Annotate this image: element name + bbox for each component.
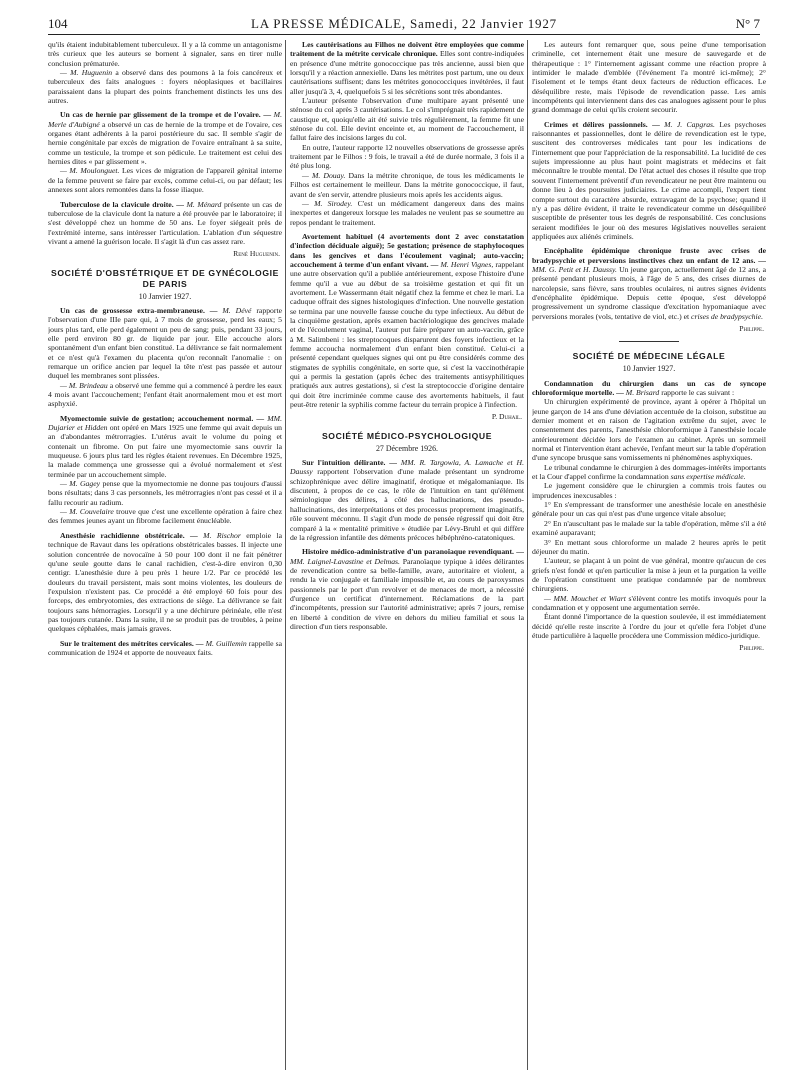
page-number: 104 — [48, 16, 68, 31]
paragraph: Les auteurs font remarquer que, sous peine d'une temporisation criminelle, cet internement était une mesure de sauvegarde et de thérapeutique : 1° l'internement agissant comme une réaction propre à intimider le malade d'emblée (l'événement l'a montré ici-même); 2° l'isolement et le temps étant deux facteurs de réduction efficaces. Le déséquilibre reste, mais l'épisode de revendication passe. Les amis incompétents qui interviennent dans des cas analogues agissent pour le plus grand dommage de celui qu'ils croient secourir. — [532, 40, 766, 115]
article-title: Histoire médico-administrative d'un paranoïaque revendiquant. — — [302, 547, 524, 557]
page-header — [48, 14, 760, 35]
list-item: 1° En s'empressant de transformer une anesthésie locale en anesthésie générale pour un cas qui n'est pas d'une urgence vitale absolue; — [532, 500, 766, 519]
article: Tuberculose de la clavicule droite. — M. Ménard présente un cas de tuberculose de la clavicule dont la nature a été prouvée par le laboratoire; il s'est développé chez un homme de 50 ans. Le foyer siégeait près de l'extrémité interne, sans intéresser l'articulation. L'ablation d'un séquestre vivant a amené la guérison locale. Il s'agit là d'un cas assez rare. — [48, 199, 282, 246]
author-name: M. Merle d'Aubigné — [48, 110, 282, 129]
paragraph: Le jugement considère que le chirurgien a commis trois fautes ou imprudences inexcusables : — [532, 481, 766, 500]
signature: René Huguenin. — [233, 249, 280, 259]
author-name: — M. Huguenin — [60, 68, 113, 78]
paragraph: Le tribunal condamne le chirurgien à des dommages-intérêts importants et la Cour d'appel confirme la condamnation sans expertise médicale. — [532, 462, 766, 482]
paragraph: — MM. Mouchet et Wiart s'élèvent contre les motifs invoqués pour la condamnation et y opposent une argumentation serrée. — [532, 593, 766, 612]
author-name: MM. R. Targowla, A. Lamache et H. Daussy — [290, 458, 524, 477]
article: Encéphalite épidémique chronique fruste avec crises de bradypsychie et perversions instinctives chez un enfant de 12 ans. — MM. G. Petit et H. Daussy. Un jeune garçon, actuellement âgé de 12 ans, a présenté pendant plusieurs mois, à l'âge de 5 ans, des crises diurnes de narcolepsie, sans fièvre, sans troubles oculaires, ni autres signes évidents d'encéphalite épidémique. Depuis cette époque, s'est développé progressivement un syndrome classique d'excitation hypomaniaque avec perversions morales (vols, tentative de viol, etc.) et crises de bradypsychie. — [532, 246, 766, 321]
paragraph: — M. Moulonguet. Les vices de migration de l'appareil génital interne de la femme peuvent se faire par excès, comme celui-ci, ou par défaut; les annexes sont alors remontées dans la fosse iliaque. — [48, 166, 282, 195]
paragraph: — M. Sirodey. C'est un médicament dangereux dans des mains inexpertes et dangereux lorsque les malades ne veulent pas se soumettre au repos pendant le traitement. — [290, 198, 524, 227]
author-name: M. Dévé — [222, 305, 252, 315]
issue-number: N° 7 — [735, 16, 760, 31]
author-name: — M. Douay. — [302, 170, 346, 180]
author-name: — M. Moulonguet. — [60, 166, 120, 176]
section-date: 10 Janvier 1927. — [138, 291, 192, 301]
article: Crimes et délires passionnels. — M. J. Capgras. Les psychoses raisonnantes et passionnelles, dont le délire de revendication est le type, suscitent des controverses médicales tant pour les indications de l'internement que pour l'appréciation de la responsabilité. La lucidité de ces sujets impressionne au plus haut point magistrats et médecins et fait méconnaître le trouble mental. De l'état actuel des choses il résulte que trop souvent l'internement préventif d'un revendicateur ne peut être maintenu ou donne lieu à des poursuites judiciaires. Le crime accompli, l'expert tient compte surtout du caractère absurde, extravagant de la psychose; quand il n'y a pas délire évident, il traite le revendicateur comme un déséquilibré susceptible de présenter tous les degrés de responsabilité. Ces conclusions seraient modifiées le jour où des mesures législatives nouvelles seraient appliquées aux aliénés criminels. — [532, 119, 766, 241]
section-date: 10 Janvier 1927. — [622, 364, 676, 374]
author-name: — M. Couvelaire — [60, 507, 114, 517]
article-title: Encéphalite épidémique chronique fruste avec crises de bradypsychie et perversions instinctives chez un enfant de 12 ans. — — [532, 246, 766, 265]
article-title: Condamnation du chirurgien dans un cas de syncope chloroformique mortelle. — — [532, 378, 766, 397]
author-name: MM. G. Petit et H. Daussy. — [532, 264, 617, 274]
column-2 — [290, 40, 524, 1074]
author-name: — M. Brindeau — [60, 380, 108, 390]
article: Avortement habituel (4 avortements dont 2 avec constatation d'infection déciduale aiguë); 5e gestation; présence de staphylocoques dans les gencives et dans l'écoulement vaginal; auto-vaccin; accouchement à terme d'un enfant vivant. — M. Henri Vignes, rappelant une autre observation qu'il a publiée antérieurement, expose l'histoire d'une femme qu'il a vue au début de sa troisième gestation et qui fit un avortement. Le Wassermann était négatif chez la femme et chez le mari. La caduque offrait des signes histologiques d'infection. Une nouvelle gestation se termina par une nouvelle fausse couche du type infectieux. Au début de la cinquième gestation, après examen bactériologique des gencives malade et de l'écoulement vaginal, l'auteur put faire préparer un auto-vaccin, grâce à M. Salimbeni : les streptocoques disparurent des foyers infectieux et la femme accoucha normalement d'un enfant bien constitué. Celui-ci a présenté cependant quelques signes qui ont pu être considérés comme des stigmates de syphilis congénitale, en sorte que, si c'est la vaccinothérapie qui a permis la gestation (après échec des traitements antisyphilitiques pratiqués aux autres gestations), si c'est la streptococcie d'origine dentaire qui doit être incriminée comme cause des avortements habituels, il faut peut-être retenir la syphilis comme facteur du terrain propice à l'infection. — [290, 231, 524, 410]
author-name: M. Ménard — [186, 199, 222, 209]
author-name: — MM. Mouchet et Wiart — [544, 593, 626, 603]
paragraph: — M. Huguenin a observé dans des poumons à la fois cancéreux et tuberculeux des faits analogues : foyers néoplasiques et bacillaires paraissaient dans la plupart des points franchement distincts les uns des autres. — [48, 68, 282, 106]
article-title: Tuberculose de la clavicule droite. — — [60, 199, 187, 209]
author-name: M. Henri Vignes, — [440, 259, 494, 269]
author-name: MM. Dujarier et Hidden — [48, 413, 282, 433]
separator-rule — [619, 341, 679, 342]
author-name: M. J. Capgras. — [664, 119, 715, 129]
column-3 — [532, 40, 766, 1074]
author-name: — M. Sirodey. — [302, 198, 353, 208]
article: Anesthésie rachidienne obstétricale. — M. Rischor emploie la technique de Ravaut dans les opérations obstétricales basses. Il injecte une solution concentrée de novocaïne à 50 pour 100 dont il ne fait pénétrer qu'une seule goutte dans le canal rachidien, c'est-à-dire environ 0,30 centigr. L'anesthésie dure à peu près 1 heure 1/2. Par ce procédé les douleurs du travail persistent, mais sont moins violentes, les douleurs de l'expulsion n'existent pas. Ce procédé a été employé 60 fois pour des forceps, des embryotomies, des extractions de siège. La délivrance se fait toujours sans hémorragies. Lorsqu'il y a une déchirure périnéale, elle n'est pas toujours cutanée. Dans la suite, il ne se produit pas de troubles, à peine quelques céphalées, mais jamais graves. — [48, 530, 282, 634]
article: Sur l'intuition délirante. — MM. R. Targowla, A. Lamache et H. Daussy rapportent l'observation d'une malade présentant un syndrome schizophrénique avec délire imaginatif, érotique et mégalomaniaque. Ils discutent, à propos de ce cas, le rôle de l'intuition en tant qu'élément sémiologique des délires, à côté des hallucinations, des pseudo-hallucinations, des interprétations et des processus proprement imaginatifs, rôle souvent méconnu. Il s'agit d'un mode de pensée régressif qui doit être comparé à la « mentalité primitive » étudiée par Lévy-Bruhl et qui diffère de la régression infantile des déments précoces hébéphréno-catatoniques. — [290, 458, 524, 542]
journal-title: LA PRESSE MÉDICALE, Samedi, 22 Janvier 1927 — [251, 16, 557, 31]
article-title: Un cas de hernie par glissement de la trompe et de l'ovaire. — — [60, 110, 274, 120]
article: Un cas de grossesse extra-membraneuse. — M. Dévé rapporte l'observation d'une IIIe pare qui, à 7 mois de grossesse, perd les eaux; 5 jours plus tard, elle perd également un peu de sang; puis, pendant 33 jours, elle perd environ 80 gr. de liquide par jour. Elle accouche alors spontanément d'un enfant bien constitué. La délivrance se fait normalement et ce n'est qu'à l'examen du placenta qu'on reconnaît l'anomalie : on remarque un orifice ancien par lequel la tête n'est pas passée et autour duquel les membranes sont plissées. — [48, 305, 282, 381]
paragraph: L'auteur, se plaçant à un point de vue général, montre qu'aucun de ces griefs n'est fondé et qu'en particulier la mise à jeun et la purgation la veille de l'opération constituent une pratique condamnée par de nombreux chirurgiens. — [532, 556, 766, 594]
article: Un cas de hernie par glissement de la trompe et de l'ovaire. — M. Merle d'Aubigné a observé un cas de hernie de la trompe et de l'ovaire, ces organes étant adhérents à la paroi postérieure du sac. Il semble s'agir de hernie congénitale par excès de migration de l'ovaire entraînant à sa suite, comme un testicule, la trompe et son pédicule. Le traitement est celui des hernies dites « par glissement ». — [48, 110, 282, 167]
paragraph: — M. Douay. Dans la métrite chronique, de tous les médicaments le Filhos est certainement le meilleur. Dans la métrite gonococcique, il faut, avant de s'en servir, attendre plusieurs mois après les accidents aigus. — [290, 170, 524, 199]
paragraph: — M. Brindeau a observé une femme qui a commencé à perdre les eaux 4 mois avant l'accouchement; l'enfant était anormalement mou et est mort asphyxié. — [48, 380, 282, 409]
article-title: Myomectomie suivie de gestation; accouchement normal. — — [60, 413, 268, 423]
article-title: Anesthésie rachidienne obstétricale. — — [60, 530, 204, 540]
article-title: Un cas de grossesse extra-membraneuse. — — [60, 305, 223, 315]
paragraph: Un chirurgien expérimenté de province, ayant à opérer à l'hôpital un jeune garçon de 14 ans d'une déviation accentuée de la cloison, substitue au dernier moment et en raison de l'agitation extrême du sujet, avec le consentement des parents, l'anesthésie chloroformique à l'anesthésie locale antérieurement décidée lors de l'examen au cabinet. Après un sommeil normal et l'intervention étant achevée, l'enfant meurt sur la table d'opération d'une syncope brusque sans vomissements ni phénomènes asphyxiques. — [532, 397, 766, 463]
author-name: MM. Laignel-Lavastine et Delmas. — [290, 556, 400, 566]
paragraph: — M. Couvelaire trouve que c'est une excellente opération à faire chez des femmes jeunes ayant un fibrome facilement énucléable. — [48, 507, 282, 526]
article-title: Sur l'intuition délirante. — — [302, 458, 401, 468]
author-name: M. Brisard — [625, 388, 660, 397]
section-title: SOCIÉTÉ DE MÉDECINE LÉGALE — [572, 351, 726, 362]
article-title: Sur le traitement des métrites cervicales. — — [60, 638, 206, 648]
column-1 — [48, 40, 282, 1074]
article-title: Avortement habituel (4 avortements dont 2 avec constatation d'infection déciduale aiguë); 5e gestation; présence de staphylocoques dans les gencives et dans l'écoulement vaginal; auto-vaccin; accouchement à terme d'un enfant vivant. — — [290, 231, 524, 269]
paragraph: qu'ils étaient indubitablement tuberculeux. Il y a là comme un antagonisme très curieux que les auteurs se bornent à signaler, sans en tirer nulle conclusion prématurée. — [48, 40, 282, 68]
column-divider — [285, 40, 286, 1070]
list-item: 2° En n'auscultant pas le malade sur la table d'opération, même s'il a été examiné auparavant; — [532, 518, 766, 538]
author-name: — M. Gagey — [60, 479, 101, 489]
section-date: 27 Décembre 1926. — [375, 443, 438, 453]
column-divider — [527, 40, 528, 1070]
article: Sur le traitement des métrites cervicales. — M. Guillemin rappelle sa communication de 1924 et apporte de nouveaux faits. — [48, 638, 282, 657]
signature: Philippe. — [739, 643, 764, 653]
section-title: SOCIÉTÉ MÉDICO-PSYCHOLOGIQUE — [321, 430, 493, 441]
article: Myomectomie suivie de gestation; accouchement normal. — MM. Dujarier et Hidden ont opéré en Mars 1925 une femme qui avait depuis un an d'abondantes métrorragies. L'utérus avait le volume du poing et contenait un fibrome. On put faire une myomectomie sans ouvrir la muqueuse. 6 jours plus tard les règles étaient revenues. En Décembre 1925, la malade commença une grossesse qui a évolué normalement et s'est terminée par un accouchement simple. — [48, 413, 282, 479]
paragraph: Étant donné l'importance de la question soulevée, il est immédiatement décidé qu'elle reste inscrite à l'ordre du jour et qu'elle fera l'objet d'une étude particulière à laquelle procédera une Commission médico-juridique. — [532, 612, 766, 640]
paragraph: En outre, l'auteur rapporte 12 nouvelles observations de grossesse après traitement par le Filhos : 9 fois, le travail a été de durée normale, 3 fois il a été plus long. — [290, 142, 524, 171]
paragraph: L'auteur présente l'observation d'une multipare ayant présenté une sténose du col après 3 cautérisations. Le col s'imprégnait très rapidement de caustique et, quoiqu'elle ait été suivie très régulièrement, la femme fit une sténose du col. Elle devint enceinte et, au moment de l'accouchement, il fallut faire des incisions larges du col. — [290, 96, 524, 143]
signature: Philippe. — [739, 323, 764, 333]
section-title: SOCIÉTÉ D'OBSTÉTRIQUE ET DE GYNÉCOLOGIE DE PARIS — [51, 267, 279, 289]
article: Condamnation du chirurgien dans un cas de syncope chloroformique mortelle. — M. Brisard rapporte le cas suivant : — [532, 378, 766, 397]
lead-sentence: Les cautérisations au Filhos ne doivent être employées que comme traitement de la métrite cervicale chronique. — [290, 40, 524, 59]
author-name: M. Guillemin — [205, 638, 247, 648]
list-item: 3° En mettant sous chloroforme un malade 2 heures après le petit déjeuner du matin. — [532, 537, 766, 556]
article: Histoire médico-administrative d'un paranoïaque revendiquant. — MM. Laignel-Lavastine et Delmas. Paranoïaque typique à idées délirantes de revendication contre sa belle-famille, avare, autoritaire et violent, a rendu la vie conjugale et familiale impossible et, au cours de paroxysmes passionnels par le port d'un revolver et de menaces de mort, a nécessité d'urgence un certificat d'internement. Réclamations de la part d'incompétents, pression sur l'autorité administrative; après 7 jours, remise en liberté à condition de vivre en dehors du milieu familial et sous la direction d'un tiers responsable. — [290, 547, 524, 631]
article-title: Crimes et délires passionnels. — — [544, 119, 665, 129]
signature: P. Duhail. — [491, 412, 522, 422]
paragraph: Les cautérisations au Filhos ne doivent être employées que comme traitement de la métrite cervicale chronique. Elles sont contre-indiquées en présence d'une métrite gonococcique pas très ancienne, aussi bien que lorsqu'il y a réaction annexielle. Dans les métrites post partum, une ou deux cautérisations suffisent; dans les métrites gonococciques invétérées, il faut aller jusqu'à 3, 4, quelquefois 5 si les sécrétions sont très abondantes. — [290, 40, 524, 96]
author-name: M. Rischor — [203, 530, 241, 540]
paragraph: — M. Gagey pense que la myomectomie ne donne pas toujours d'aussi bons résultats; dans 3 cas personnels, les métrorragies n'ont pas cessé et il a fallu recourir au radium. — [48, 479, 282, 507]
